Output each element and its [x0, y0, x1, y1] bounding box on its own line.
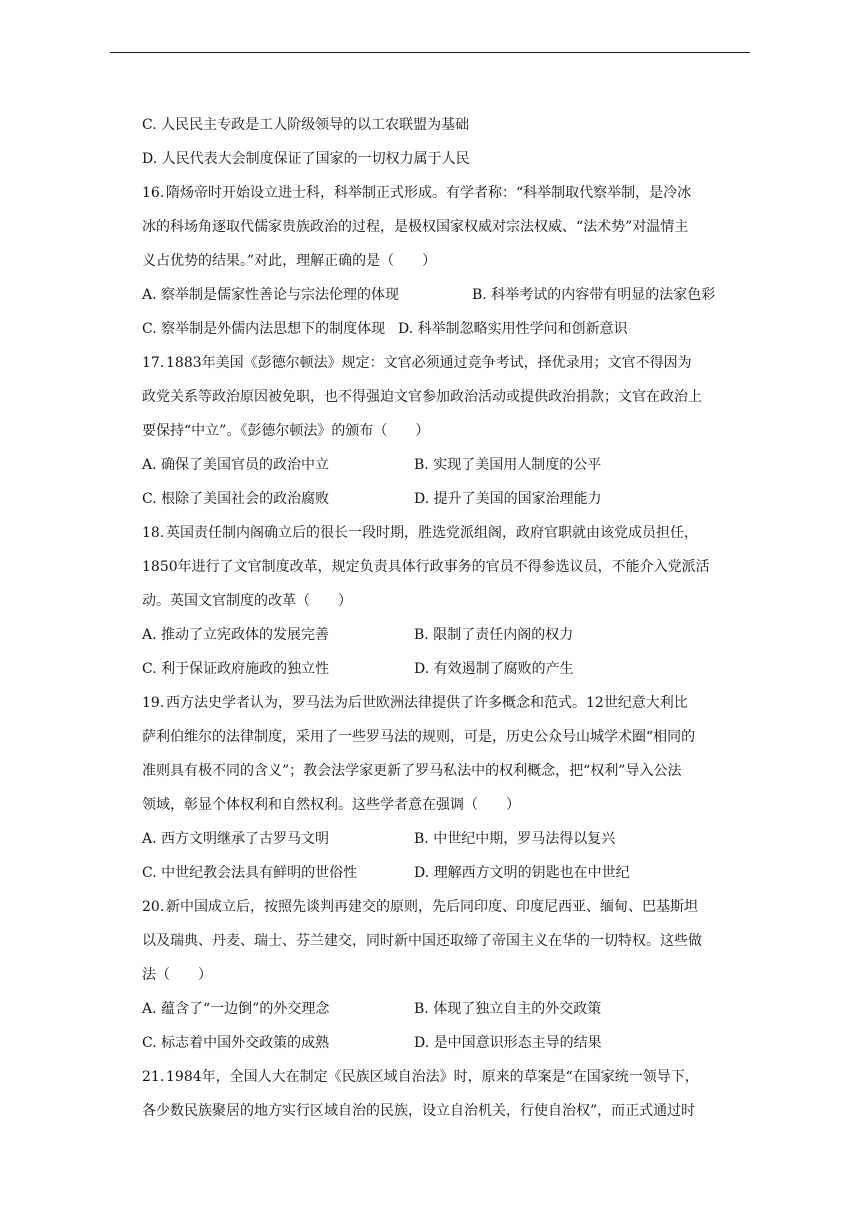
question-text-line: 萨利伯维尔的法律制度，采用了一些罗马法的规则，可是，历史公众号山城学术圈“相同的	[142, 729, 696, 745]
option-b: B. 体现了独立自主的外交政策	[414, 1001, 602, 1017]
question-text-line: 义占优势的结果。”对此，理解正确的是（ ）	[142, 253, 437, 269]
option-row	[142, 312, 750, 346]
option-b: B. 实现了美国用人制度的公平	[414, 457, 602, 473]
option-b: B. 限制了责任内阁的权力	[414, 627, 574, 643]
question-text-line: 1984年，全国人大在制定《民族区域自治法》时，原来的草案是“在国家统一领导下，	[166, 1069, 699, 1085]
option-row	[142, 278, 750, 312]
option-d: D. 提升了美国的国家治理能力	[414, 491, 602, 507]
question-number: 17.	[142, 355, 165, 371]
option-c: C. 根除了美国社会的政治腐败	[142, 491, 330, 507]
option-row	[142, 652, 750, 686]
question-text-line: 隋炀帝时开始设立进士科，科举制正式形成。有学者称：“科举制取代察举制，是冷冰	[166, 185, 692, 201]
option-row	[142, 822, 750, 856]
question-number: 16.	[142, 185, 165, 201]
option-d-carryover: D. 人民代表大会制度保证了国家的一切权力属于人民	[142, 151, 470, 167]
option-row	[142, 482, 750, 516]
option-row	[142, 992, 750, 1026]
question-text-line: 领域，彰显个体权利和自然权利。这些学者意在强调（ ）	[142, 797, 520, 813]
question-text-line: 新中国成立后，按照先谈判再建交的原则，先后同印度、印度尼西亚、缅甸、巴基斯坦	[166, 899, 698, 915]
header-rule	[110, 52, 750, 53]
question-19	[142, 686, 750, 890]
question-text-line: 冰的科场角逐取代儒家贵族政治的过程，是极权国家权威对宗法权威、“法术势”对温情主	[142, 219, 689, 235]
option-a: A. 蕴含了“一边倒”的外交理念	[142, 1001, 330, 1017]
option-d: D. 理解西方文明的钥匙也在中世纪	[414, 865, 630, 881]
question-18	[142, 516, 750, 686]
question-text-line: 要保持“中立”。《彭德尔顿法》的颁布（ ）	[142, 423, 430, 439]
question-number: 19.	[142, 695, 165, 711]
question-text-line: 以及瑞典、丹麦、瑞士、芬兰建交，同时新中国还取缔了帝国主义在华的一切特权。这些做	[142, 933, 702, 949]
question-text-line: 政党关系等政治原因被免职，也不得强迫文官参加政治活动或提供政治捐款；文官在政治上	[142, 389, 702, 405]
question-text-line: 西方法史学者认为，罗马法为后世欧洲法律提供了许多概念和范式。12世纪意大利比	[166, 695, 688, 711]
question-17	[142, 346, 750, 516]
option-c: C. 察举制是外儒内法思想下的制度体现	[142, 321, 386, 337]
option-row	[142, 448, 750, 482]
option-row	[142, 1026, 750, 1060]
exam-page	[142, 108, 750, 1128]
option-row	[142, 618, 750, 652]
question-text-line: 法（ ）	[142, 967, 212, 983]
question-text-line: 动。英国文官制度的改革（ ）	[142, 593, 352, 609]
question-text-line: 准则具有极不同的含义”；教会法学家更新了罗马私法中的权利概念，把“权利”导入公法	[142, 763, 682, 779]
question-16	[142, 176, 750, 346]
question-number: 20.	[142, 899, 165, 915]
option-b: B. 中世纪中期，罗马法得以复兴	[414, 831, 616, 847]
option-c: C. 利于保证政府施政的独立性	[142, 661, 330, 677]
option-c-carryover: C. 人民民主专政是工人阶级领导的以工农联盟为基础	[142, 117, 470, 133]
question-text-line: 1850年进行了文官制度改革，规定负责具体行政事务的官员不得参选议员，不能介入党派活	[142, 559, 710, 575]
question-20	[142, 890, 750, 1060]
option-d: D. 科举制忽略实用性学问和创新意识	[398, 321, 628, 337]
question-text-line: 英国责任制内阁确立后的很长一段时期，胜选党派组阁，政府官职就由该党成员担任，	[166, 525, 698, 541]
option-a: A. 推动了立宪政体的发展完善	[142, 627, 330, 643]
option-row	[142, 856, 750, 890]
option-a: A. 察举制是儒家性善论与宗法伦理的体现	[142, 287, 400, 303]
option-c: C. 标志着中国外交政策的成熟	[142, 1035, 330, 1051]
question-number: 18.	[142, 525, 165, 541]
option-a: A. 确保了美国官员的政治中立	[142, 457, 330, 473]
option-b: B. 科举考试的内容带有明显的法家色彩	[472, 287, 716, 303]
option-c: C. 中世纪教会法具有鲜明的世俗性	[142, 865, 358, 881]
option-d: D. 是中国意识形态主导的结果	[414, 1035, 602, 1051]
option-a: A. 西方文明继承了古罗马文明	[142, 831, 330, 847]
option-d: D. 有效遏制了腐败的产生	[414, 661, 574, 677]
question-21	[142, 1060, 750, 1128]
question-text-line: 1883年美国《彭德尔顿法》规定：文官必须通过竞争考试，择优录用；文官不得因为	[166, 355, 692, 371]
question-text-line: 各少数民族聚居的地方实行区域自治的民族，设立自治机关，行使自治权”，而正式通过时	[142, 1103, 696, 1119]
question-number: 21.	[142, 1069, 165, 1085]
